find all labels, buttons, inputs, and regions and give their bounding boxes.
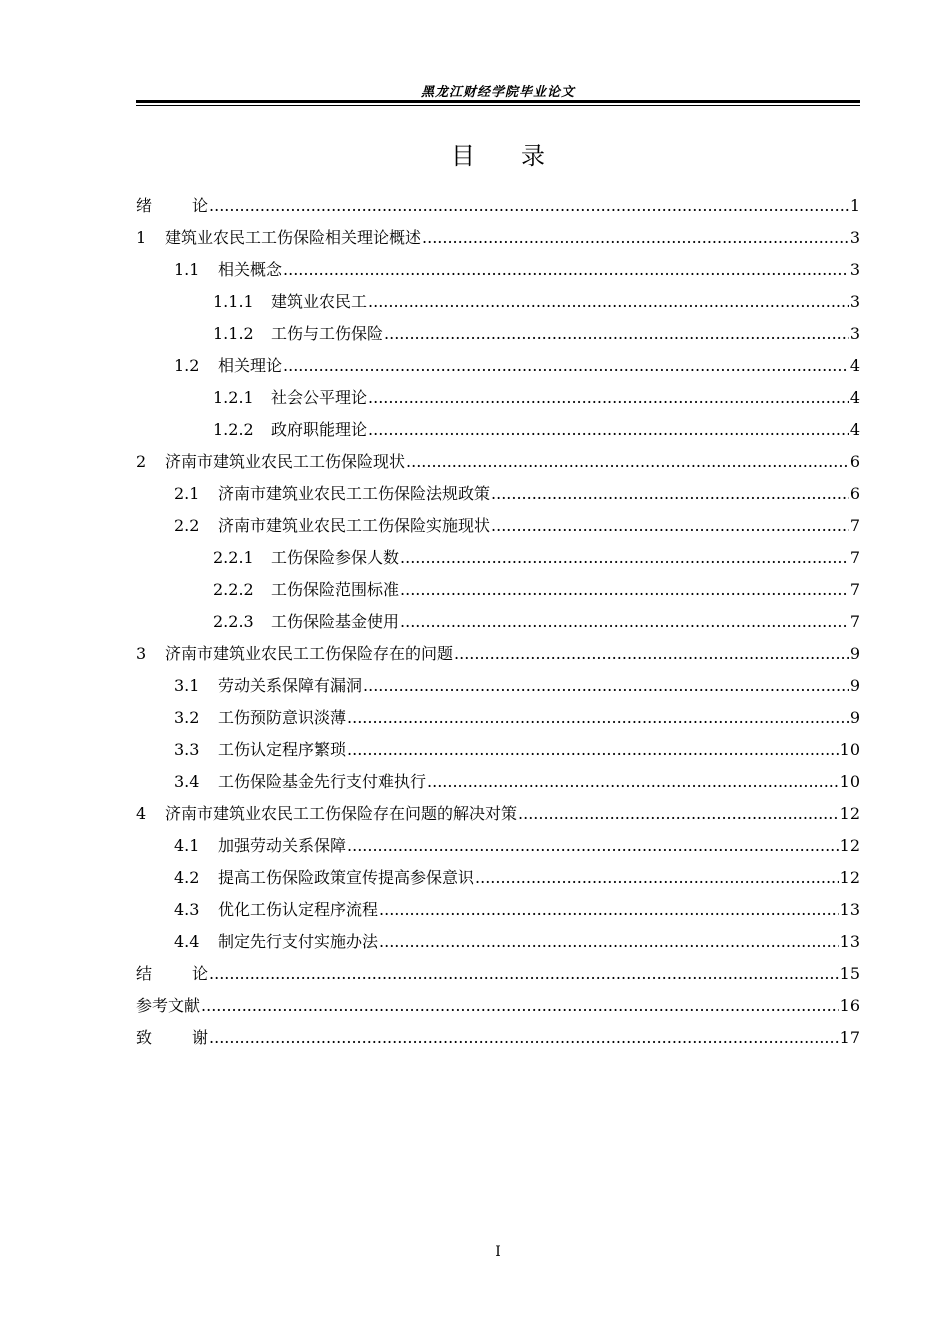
- toc-entry[interactable]: [136, 830, 860, 862]
- toc-entry-page: 7: [849, 548, 860, 567]
- toc-entry[interactable]: [136, 382, 860, 414]
- toc-entry-number: 1.1.1: [213, 292, 254, 311]
- toc-entry-page: 12: [839, 868, 860, 887]
- toc-entry[interactable]: [136, 446, 860, 478]
- toc-entry-title: 工伤与工伤保险: [271, 324, 384, 343]
- toc-entry-page: 7: [849, 580, 860, 599]
- toc-leader-dots: [368, 286, 849, 318]
- toc-entry-page: 12: [839, 804, 860, 823]
- toc-entry[interactable]: [136, 862, 860, 894]
- toc-leader-dots: [384, 318, 849, 350]
- toc-entry-title: [136, 190, 208, 222]
- toc-entry-title: 社会公平理论: [271, 388, 368, 407]
- toc-leader-dots: [363, 670, 849, 702]
- header-rule-thick: [136, 100, 860, 103]
- toc-entry-page: 10: [839, 740, 860, 759]
- toc-title-left: 目: [451, 142, 475, 170]
- toc-leader-dots: [518, 798, 839, 830]
- toc-entry-page: 1: [849, 196, 860, 215]
- toc-leader-dots: [400, 542, 849, 574]
- toc-entry-number: 2.2.2: [213, 580, 254, 599]
- toc-entry[interactable]: [136, 638, 860, 670]
- toc-entry-title-char: 论: [192, 964, 209, 983]
- table-of-contents: [136, 190, 860, 1054]
- toc-entry-title: 工伤预防意识淡薄: [218, 708, 347, 727]
- toc-entry-number: 1.2: [174, 356, 200, 375]
- toc-leader-dots: [347, 830, 839, 862]
- toc-leader-dots: [209, 190, 849, 222]
- toc-entry-number: 4.3: [174, 900, 200, 919]
- toc-entry-number: 3.4: [174, 772, 200, 791]
- toc-entry[interactable]: [136, 350, 860, 382]
- running-header: 黑龙江财经学院毕业论文: [420, 85, 575, 100]
- toc-entry[interactable]: [136, 798, 860, 830]
- toc-entry[interactable]: [136, 1022, 860, 1054]
- toc-entry-page: 16: [839, 996, 860, 1015]
- toc-title-right: 录: [521, 142, 545, 170]
- toc-entry-number: 1: [136, 228, 147, 247]
- toc-entry-title: 济南市建筑业农民工工伤保险存在问题的解决对策: [165, 804, 518, 823]
- toc-entry-title: 相关理论: [218, 356, 283, 375]
- toc-entry[interactable]: [136, 606, 860, 638]
- toc-entry-number: 4.4: [174, 932, 200, 951]
- toc-entry-title: 济南市建筑业农民工工伤保险法规政策: [218, 484, 491, 503]
- toc-entry-number: 1.2.2: [213, 420, 254, 439]
- toc-entry[interactable]: [136, 766, 860, 798]
- toc-leader-dots: [209, 958, 839, 990]
- toc-entry-number: 2.2.1: [213, 548, 254, 567]
- toc-entry-title-char: 结: [136, 964, 153, 983]
- toc-entry[interactable]: [136, 286, 860, 318]
- footer-page-number: I: [495, 1244, 501, 1260]
- toc-entry-page: 4: [849, 420, 860, 439]
- toc-entry-title: 制定先行支付实施办法: [218, 932, 379, 951]
- toc-entry-title-char: 谢: [192, 1028, 209, 1047]
- toc-entry-number: 4.1: [174, 836, 200, 855]
- toc-entry-title: 济南市建筑业农民工工伤保险实施现状: [218, 516, 491, 535]
- toc-entry[interactable]: [136, 542, 860, 574]
- toc-entry-page: 17: [839, 1028, 860, 1047]
- header-rule-thin: [136, 105, 860, 106]
- toc-entry-page: 13: [839, 932, 860, 951]
- toc-entry-title: 建筑业农民工: [271, 292, 368, 311]
- toc-leader-dots: [475, 862, 839, 894]
- toc-leader-dots: [400, 574, 849, 606]
- toc-entry-number: 2: [136, 452, 147, 471]
- toc-entry-title: 工伤保险参保人数: [271, 548, 400, 567]
- toc-leader-dots: [368, 414, 849, 446]
- toc-entry-title: 济南市建筑业农民工工伤保险现状: [165, 452, 406, 471]
- toc-entry[interactable]: [136, 926, 860, 958]
- toc-entry[interactable]: [136, 574, 860, 606]
- toc-entry[interactable]: [136, 190, 860, 222]
- toc-leader-dots: [400, 606, 849, 638]
- toc-entry-title: 工伤保险基金先行支付难执行: [218, 772, 427, 791]
- toc-leader-dots: [427, 766, 839, 798]
- toc-entry-page: 9: [849, 676, 860, 695]
- toc-entry-number: 1.1: [174, 260, 200, 279]
- toc-entry-title-char: 论: [192, 196, 209, 215]
- toc-leader-dots: [491, 510, 849, 542]
- toc-entry-title: 工伤保险基金使用: [271, 612, 400, 631]
- toc-leader-dots: [379, 926, 839, 958]
- toc-title: [136, 136, 860, 171]
- toc-entry[interactable]: [136, 222, 860, 254]
- toc-leader-dots: [379, 894, 839, 926]
- toc-entry-page: 9: [849, 644, 860, 663]
- toc-entry-title-char: 致: [136, 1028, 153, 1047]
- toc-entry-number: 2.1: [174, 484, 200, 503]
- toc-entry-title: 劳动关系保障有漏洞: [218, 676, 363, 695]
- toc-entry-page: 7: [849, 612, 860, 631]
- toc-entry-number: 3.1: [174, 676, 200, 695]
- toc-entry-page: 3: [849, 292, 860, 311]
- toc-entry-page: 4: [849, 356, 860, 375]
- toc-entry-page: 15: [839, 964, 860, 983]
- toc-entry-title: [136, 1022, 208, 1054]
- toc-entry-page: 3: [849, 260, 860, 279]
- toc-entry-title: 相关概念: [218, 260, 283, 279]
- toc-leader-dots: [201, 990, 839, 1022]
- toc-entry-title: 优化工伤认定程序流程: [218, 900, 379, 919]
- toc-entry-title: 参考文献: [136, 996, 201, 1015]
- toc-leader-dots: [283, 350, 849, 382]
- toc-leader-dots: [422, 222, 849, 254]
- toc-entry-number: 2.2: [174, 516, 200, 535]
- toc-entry-number: 2.2.3: [213, 612, 254, 631]
- toc-entry-title-char: 绪: [136, 196, 153, 215]
- toc-entry[interactable]: [136, 414, 860, 446]
- toc-entry-number: 3: [136, 644, 147, 663]
- toc-entry[interactable]: [136, 318, 860, 350]
- toc-entry-number: 4: [136, 804, 147, 823]
- toc-entry-page: 6: [849, 484, 860, 503]
- toc-entry-page: 12: [839, 836, 860, 855]
- toc-leader-dots: [347, 734, 839, 766]
- toc-entry[interactable]: [136, 894, 860, 926]
- toc-leader-dots: [209, 1022, 839, 1054]
- toc-entry-title: 提高工伤保险政策宣传提高参保意识: [218, 868, 475, 887]
- toc-entry[interactable]: [136, 702, 860, 734]
- toc-entry-page: 10: [839, 772, 860, 791]
- toc-entry[interactable]: [136, 510, 860, 542]
- toc-entry-title: 政府职能理论: [271, 420, 368, 439]
- toc-entry[interactable]: [136, 990, 860, 1022]
- toc-leader-dots: [454, 638, 849, 670]
- toc-entry-title: 加强劳动关系保障: [218, 836, 347, 855]
- toc-entry[interactable]: [136, 670, 860, 702]
- toc-entry-page: 4: [849, 388, 860, 407]
- toc-entry-number: 1.2.1: [213, 388, 254, 407]
- toc-leader-dots: [368, 382, 849, 414]
- toc-entry-title: 济南市建筑业农民工工伤保险存在的问题: [165, 644, 454, 663]
- toc-entry-number: 1.1.2: [213, 324, 254, 343]
- toc-leader-dots: [406, 446, 849, 478]
- toc-entry-number: 3.3: [174, 740, 200, 759]
- toc-entry-title: 工伤认定程序繁琐: [218, 740, 347, 759]
- toc-entry-page: 9: [849, 708, 860, 727]
- toc-entry-title: [136, 958, 208, 990]
- toc-leader-dots: [283, 254, 849, 286]
- toc-entry[interactable]: [136, 478, 860, 510]
- toc-entry[interactable]: [136, 958, 860, 990]
- toc-entry-number: 4.2: [174, 868, 200, 887]
- toc-leader-dots: [347, 702, 849, 734]
- toc-leader-dots: [491, 478, 849, 510]
- toc-entry[interactable]: [136, 254, 860, 286]
- toc-entry-title: 建筑业农民工工伤保险相关理论概述: [165, 228, 422, 247]
- toc-entry-title: 工伤保险范围标准: [271, 580, 400, 599]
- toc-entry-number: 3.2: [174, 708, 200, 727]
- toc-entry-page: 3: [849, 324, 860, 343]
- toc-entry-page: 7: [849, 516, 860, 535]
- toc-entry-page: 6: [849, 452, 860, 471]
- toc-entry-page: 3: [849, 228, 860, 247]
- toc-entry[interactable]: [136, 734, 860, 766]
- toc-entry-page: 13: [839, 900, 860, 919]
